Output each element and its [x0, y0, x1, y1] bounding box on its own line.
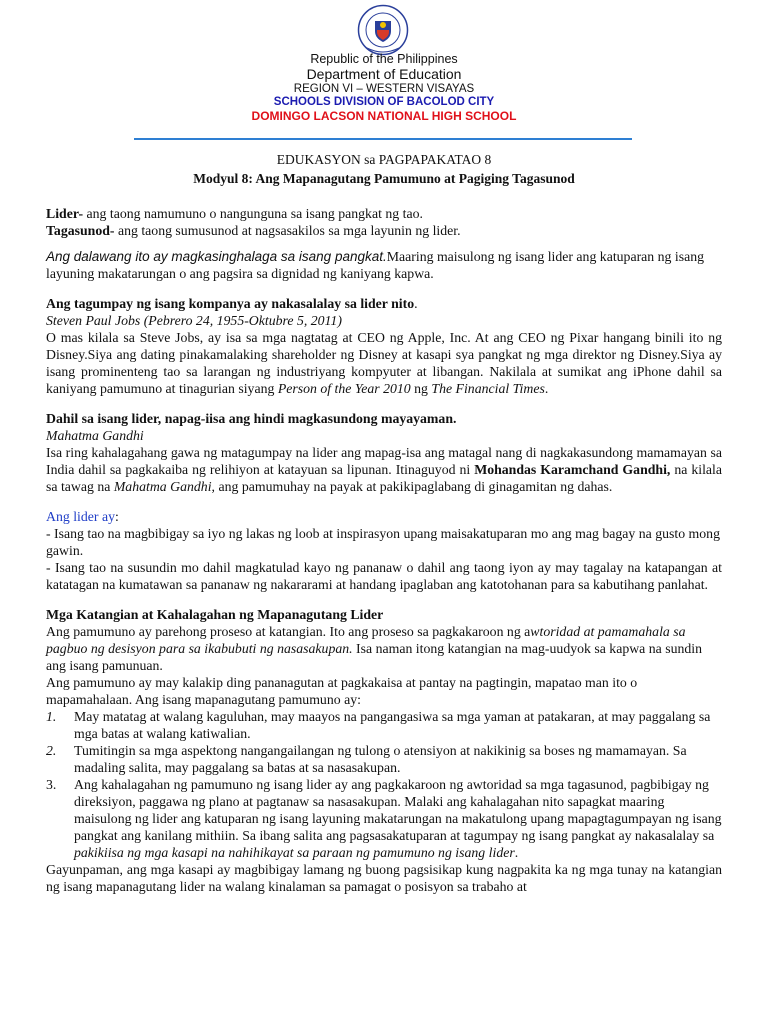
republic-line: Republic of the Philippines — [310, 52, 458, 66]
katangian-list — [46, 708, 722, 861]
school-line: DOMINGO LACSON NATIONAL HIGH SCHOOL — [251, 109, 517, 123]
jobs-paragraph: O mas kilala sa Steve Jobs, ay isa sa mga nagtatag at CEO ng Apple, Inc. At ang CEO ng Pixar hangang binili ito ng Disney.Siya ang dating pinakamalaking shareholder ng Disney at kasapi sya pangkat ng mga direktor ng Disney.Siya ay isang prominenteng tao sa larangan ng industriyang kompyuter at libangan. Nakilala at sumikat ang iPhone dahil sa kaniyang pamumuno at tinagurian siyang Person of the Year 2010 ng The Financial Times. — [46, 330, 722, 396]
list-item: 1. May matatag at walang kaguluhan, may maayos na pangangasiwa sa mga yaman at patakaran, at may paggalang sa mga batas at walang katiwalian. — [46, 709, 711, 741]
lider-ay-item-2: - Isang tao na susundin mo dahil magkatulad kayo ng pananaw o dahil ang taong iyon ay may tagalay na katapangan at katatagan na kumatawan sa pananaw ng nakararami at handang ipaglaban ang katotohanan para sa kabutihang panlahat. — [46, 560, 722, 592]
module-title: Modyul 8: Ang Mapanagutang Pamumuno at Pagiging Tagasunod — [193, 171, 575, 186]
gandhi-attribution: Mahatma Gandhi — [46, 428, 144, 443]
closing-paragraph: Gayunpaman, ang mga kasapi ay magbibigay lamang ng buong pagsisikap kung nagpakita ka ng mga tunay na katangian ng isang mapanagutang lider na walang kinalaman sa pamagat o posisyon sa trabaho at — [46, 862, 722, 894]
division-line: SCHOOLS DIVISION OF BACOLOD CITY — [273, 96, 495, 108]
term-lider: Lider- — [46, 206, 84, 221]
gandhi-heading: Dahil sa isang lider, napag-iisa ang hindi magkasundong mayayaman. — [46, 411, 457, 426]
header-divider — [134, 138, 632, 140]
lider-ay-item-1: - Isang tao na magbibigay sa iyo ng lakas ng loob at inspirasyon upang maisakatuparan mo ang mag bagay na gusto mong gawin. — [46, 526, 720, 558]
deped-seal-logo — [357, 4, 409, 56]
jobs-attribution: Steven Paul Jobs (Pebrero 24, 1955-Oktubre 5, 2011) — [46, 313, 342, 328]
gandhi-paragraph: Isa ring kahalagahang gawa ng matagumpay na lider ang mapag-isa ang matagal nang di nagkakasundong mamamayan sa India dahil sa pagkakaiba ng relihiyon at katayuan sa lipunan. Itinaguyod ni Mohandas Karamchand Gandhi, na kilala sa tawag na Mahatma Gandhi, ang pamumuhay na payak at pakikipaglabang di ginagamitan ng dahas. — [46, 445, 722, 494]
intro-lead: Ang dalawang ito ay magkasinghalaga sa isang pangkat. — [46, 249, 387, 264]
document-body — [46, 205, 722, 895]
subject-title: EDUKASYON sa PAGPAPAKATAO 8 — [276, 152, 492, 167]
lider-ay-heading: Ang lider ay: — [46, 509, 119, 524]
list-item: 2. Tumitingin sa mga aspektong nangangailangan ng tulong o atensiyon at nakikinig sa boses ng mamamayan. Sa madaling salita, may paggalang sa batas at sa nasasakupan. — [46, 743, 687, 775]
term-tagasunod: Tagasunod- — [46, 223, 115, 238]
definition-lider: Lider- ang taong namumuno o nangunguna sa isang pangkat ng tao. — [46, 206, 423, 221]
definition-tagasunod: Tagasunod- ang taong sumusunod at nagsasakilos sa mga layunin ng lider. — [46, 223, 461, 238]
region-line: REGION VI – WESTERN VISAYAS — [293, 83, 475, 95]
katangian-heading: Mga Katangian at Kahalagahan ng Mapanagutang Lider — [46, 607, 384, 622]
list-item: 3. Ang kahalagahan ng pamumuno ng isang lider ay ang pagkakaroon ng awtoridad sa mga tagasunod, pagbibigay ng direksiyon, paggawa ng plano at pagtanaw sa nasasakupan. Malaki ang kahalagahan nito sapagkat maaring maisulong ng lider ang katuparan ng isang layuning makatarungan na makatulong upang mapagtagumpayan ng isang pangkat ang kanilang mithiin. Sa ibang salita ang pagsasakatuparan at tagumpay ng isang pangkat ay nakasalalay sa pakikiisa ng mga kasapi na nahihikayat sa paraan ng pamumuno ng isang lider. — [46, 777, 722, 860]
jobs-heading: Ang tagumpay ng isang kompanya ay nakasalalay sa lider nito. — [46, 296, 418, 311]
department-line: Department of Education — [306, 66, 462, 82]
katangian-paragraph-1: Ang pamumuno ay parehong proseso at katangian. Ito ang proseso sa pagkakaroon ng awtoridad at pamamahala sa pagbuo ng desisyon para sa ikabubuti ng nasasakupan. Isa naman itong katangian na mag-uudyok sa kapwa na sundin ang isang pamunuan. — [46, 624, 703, 673]
katangian-paragraph-2: Ang pamumuno ay may kalakip ding pananagutan at pagkakaisa at pantay na pagtingin, mapatao man ito o mapamahalaan. Ang isang mapanagutang pamumuno ay: — [46, 675, 638, 707]
intro-paragraph: Ang dalawang ito ay magkasinghalaga sa isang pangkat.Maaring maisulong ng isang lider ang katuparan ng isang layuning makatarungan o ang pagsira sa dignidad ng kaniyang kapwa. — [46, 249, 705, 281]
